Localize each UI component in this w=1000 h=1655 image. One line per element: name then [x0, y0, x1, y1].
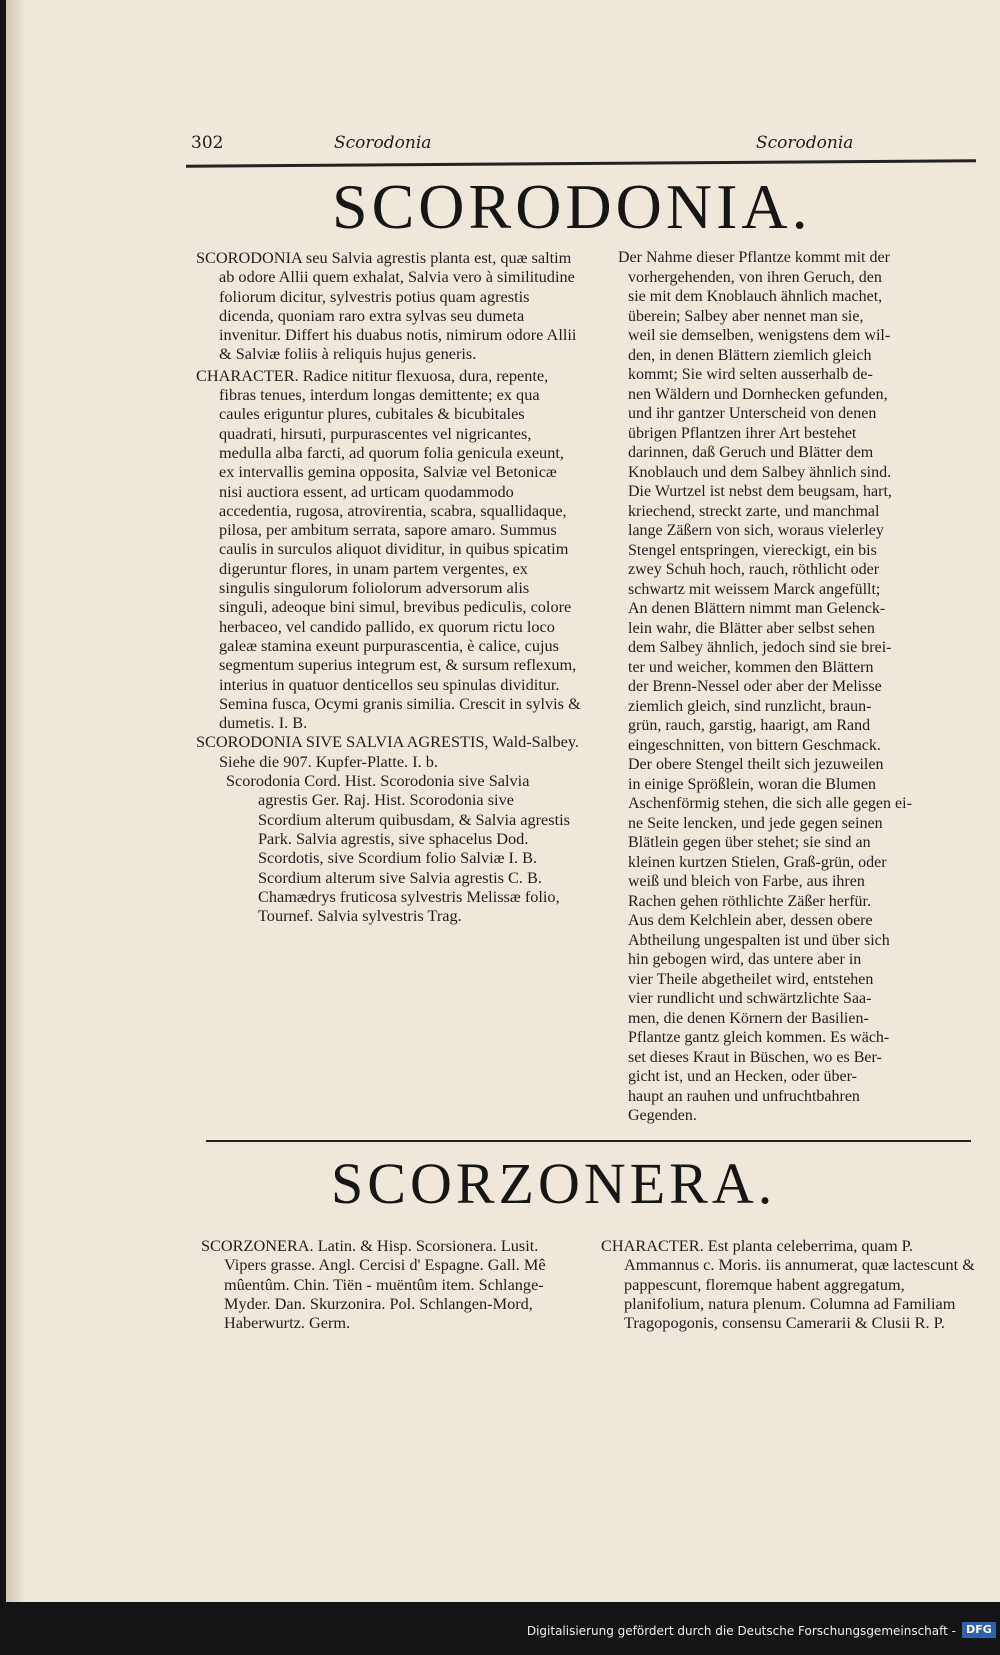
- scorzonera-character-text: CHARACTER. Est planta celeberrima, quam P. Ammannus c. Moris. iis annumerat, quæ lactescunt & pappescunt, floremque habent aggregatum, planifolium, natura plenum. Columna ad Familiam Tragopogonis, consensu Camerarii & Clusii R. P.: [601, 1236, 975, 1333]
- german-line: hin gebogen wird, das untere aber in: [628, 951, 862, 968]
- german-line: Knoblauch und dem Salbey ähnlich sind.: [628, 463, 892, 481]
- german-line: nen Wäldern und Dornhecken gefunden,: [628, 385, 888, 403]
- german-line: in einige Sprößlein, woran die Blumen: [628, 775, 876, 793]
- german-line: kommt; Sie wird selten ausserhalb de-: [628, 366, 873, 383]
- german-line: Blätlein gegen über stehet; sie sind an: [628, 834, 871, 851]
- running-head-left: Scorodonia: [334, 133, 432, 153]
- german-line: Aus dem Kelchlein aber, dessen obere: [628, 912, 873, 929]
- german-line: lange Zäßern von sich, woraus vielerley: [628, 522, 884, 539]
- german-line: men, die denen Körnern der Basilien-: [628, 1009, 869, 1027]
- german-column: [618, 248, 976, 1126]
- german-line: eingeschnitten, von bittern Geschmack.: [628, 736, 881, 754]
- german-line: Rachen gehen röthlichte Zäßer herfür.: [628, 892, 871, 910]
- german-line: zwey Schuh hoch, rauch, röthlicht oder: [628, 561, 880, 578]
- german-line: dem Salbey ähnlich, jedoch sind sie brei-: [628, 639, 892, 656]
- dfg-logo: DFG: [962, 1622, 996, 1638]
- german-line: überein; Salbey aber nennet man sie,: [628, 307, 864, 325]
- german-line: set dieses Kraut in Büschen, wo es Ber-: [628, 1048, 882, 1066]
- page-number: 302: [191, 133, 224, 153]
- scorzonera-synonyms: SCORZONERA. Latin. & Hisp. Scorsionera. Lusit. Vipers grasse. Angl. Cercisi d' Espagne. Gall. Mê mûentûm. Chin. Tiën - muëntûm item. Schlange-Myder. Dan. Skurzonira. Pol. Schlangen-Mord, Haberwurtz. Germ.: [201, 1236, 546, 1333]
- german-line: gicht ist, und an Hecken, oder über-: [628, 1068, 857, 1085]
- footer-credit: Digitalisierung gefördert durch die Deutsche Forschungsgemeinschaft -: [526, 1624, 956, 1638]
- german-line: ziemlich gleich, sind runzlicht, braun-: [628, 697, 872, 715]
- section-rule: [206, 1140, 971, 1142]
- german-line: grün, rauch, garstig, haarigt, am Rand: [628, 717, 871, 734]
- german-line: An denen Blättern nimmt man Gelenck-: [628, 600, 886, 617]
- german-line: vorhergehenden, von ihren Geruch, den: [628, 268, 882, 286]
- german-line: weiß und bleich von Farbe, aus ihren: [628, 873, 865, 890]
- german-line: Die Wurtzel ist nebst dem beugsam, hart,: [628, 483, 892, 500]
- german-line: ne Seite lencken, und jede gegen seinen: [628, 814, 883, 832]
- german-line: darinnen, daß Geruch und Blätter dem: [628, 444, 874, 461]
- title-scorodonia: SCORODONIA.: [332, 171, 812, 242]
- german-line: kriechend, streckt zarte, und manchmal: [628, 502, 880, 520]
- german-line: sie mit dem Knoblauch ähnlich machet,: [628, 288, 883, 305]
- german-line: übrigen Pflantzen ihrer Art bestehet: [628, 424, 857, 442]
- german-line: und ihr gantzer Unterscheid von denen: [628, 405, 877, 422]
- scorzonera-character: [601, 1236, 976, 1332]
- german-line: haupt an rauhen und unfruchtbahren: [628, 1087, 860, 1105]
- latin-heading-salvia: SCORODONIA SIVE SALVIA AGRESTIS, Wald-Salbey. Siehe die 907. Kupfer-Platte. I. b.: [196, 732, 579, 771]
- german-line: schwartz mit weissem Marck angefüllt;: [628, 580, 881, 598]
- german-line: weil sie demselben, wenigstens dem wil-: [628, 327, 891, 344]
- german-line: Der obere Stengel theilt sich jezuweilen: [628, 756, 884, 773]
- german-line: Abtheilung ungespalten ist und über sich: [628, 931, 890, 949]
- title-scorzonera: SCORZONERA.: [331, 1151, 777, 1216]
- latin-synonyms: Scorodonia Cord. Hist. Scorodonia sive Salvia agrestis Ger. Raj. Hist. Scorodonia sive Scordium alterum quibusdam, & Salvia agrestis Park. Salvia agrestis, sive sphacelus Dod. Scordotis, sive Scordium folio Salviæ I. B. Scordium alterum sive Salvia agrestis C. B. Chamædrys fruticosa sylvestris Melissæ folio, Tournef. Salvia sylvestris Trag.: [226, 771, 571, 926]
- footer-bar: [0, 1602, 1000, 1655]
- german-line: Der Nahme dieser Pflantze kommt mit der: [618, 249, 890, 266]
- german-line: Aschenförmig stehen, die sich alle gegen ei-: [628, 795, 912, 812]
- german-line: vier rundlicht und schwärtzlichte Saa-: [628, 990, 872, 1007]
- header-rule: [186, 159, 976, 168]
- latin-column: [196, 248, 581, 925]
- running-head-right: Scorodonia: [756, 133, 854, 153]
- book-page: [6, 0, 1000, 1602]
- german-line: vier Theile abgetheilet wird, entstehen: [628, 970, 874, 988]
- latin-paragraph-character: CHARACTER. Radice nititur flexuosa, dura, repente, fibras tenues, interdum longas demittente; ex qua caules eriguntur plures, cubitales & bicubitales quadrati, hirsuti, purpurascentes vel nigricantes, medulla alba farcti, ad quorum folia genicula exeunt, ex intervallis gemina opposita, Salviæ vel Betonicæ nisi auctiora essent, ad urticam quodammodo accedentia, rugosa, atrovirentia, scabra, squallidaque, pilosa, per ambitum serrata, sapore amaro. Summus caulis in surculos aliquot dividitur, in quibus spicatim digeruntur flores, in unam partem vergentes, ex singulis singulorum foliolorum adversorum alis singuli, adeoque bini simul, brevibus pediculis, colore herbaceo, vel candido pallido, ex quorum rictu loco galeæ stamina exeunt purpurascentia, è calice, cujus segmentum superius integrum est, & sursum reflexum, interius in quatuor denticellos seu spinulas dividitur. Semina fusca, Ocymi granis similia. Crescit in sylvis & dumetis. I. B.: [196, 365, 581, 733]
- scorzonera-names: [201, 1236, 579, 1332]
- latin-paragraph-intro: SCORODONIA seu Salvia agrestis planta est, quæ saltim ab odore Allii quem exhalat, Salvia vero à similitudine foliorum dicitur, sylvestris potius quam agrestis dicenda, quoniam raro extra sylvas seu dumeta invenitur. Differt his duabus notis, nimirum odore Allii & Salviæ foliis à reliquis hujus generis.: [196, 248, 577, 364]
- german-line: Stengel entspringen, viereckigt, ein bis: [628, 541, 877, 559]
- german-line: Gegenden.: [628, 1107, 697, 1124]
- german-line: kleinen kurtzen Stielen, Graß-grün, oder: [628, 853, 887, 871]
- german-line: ter und weicher, kommen den Blättern: [628, 658, 874, 676]
- german-line: Pflantze gantz gleich kommen. Es wäch-: [628, 1029, 890, 1046]
- german-line: den, in denen Blättern ziemlich gleich: [628, 346, 872, 364]
- german-line: der Brenn-Nessel oder aber der Melisse: [628, 678, 882, 695]
- german-line: lein wahr, die Blätter aber selbst sehen: [628, 619, 875, 637]
